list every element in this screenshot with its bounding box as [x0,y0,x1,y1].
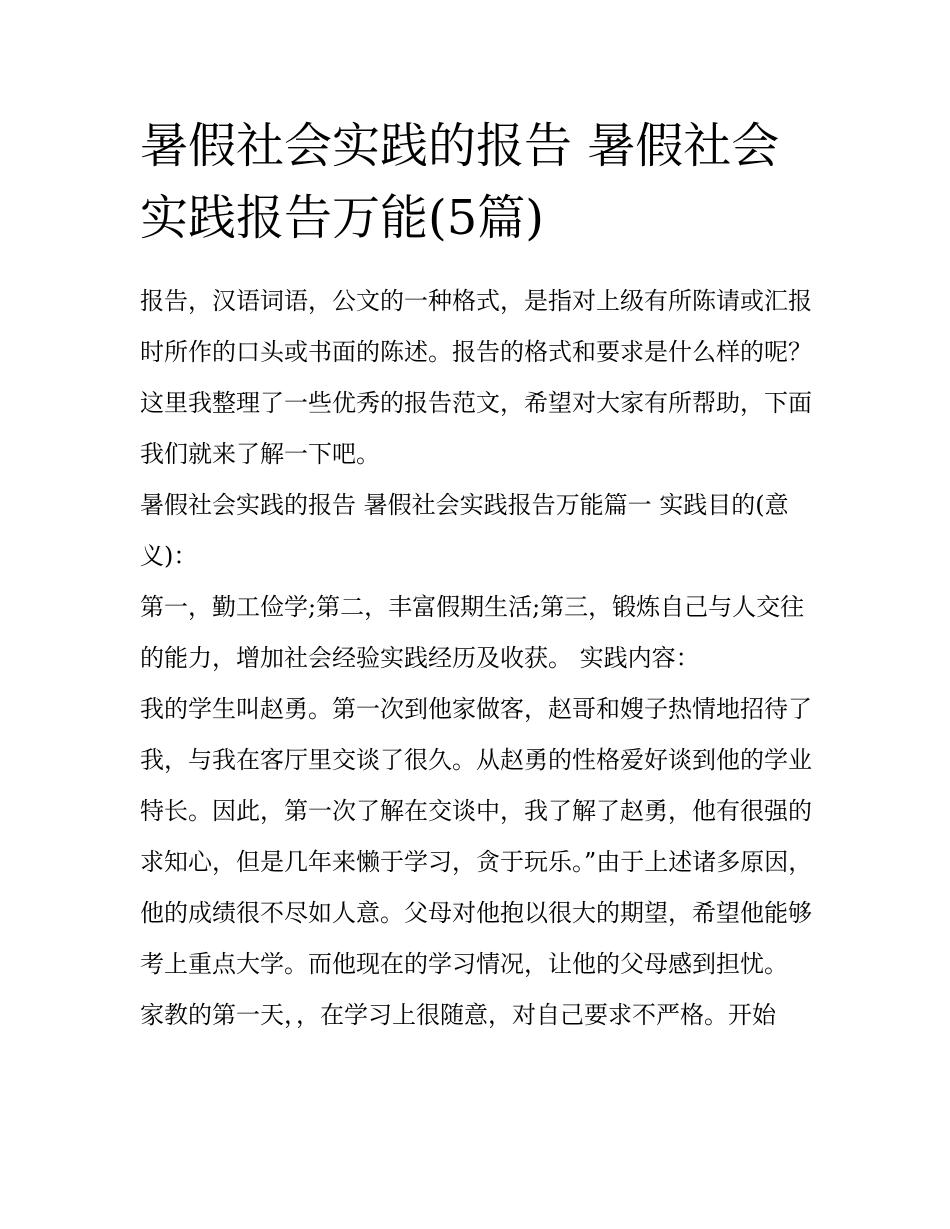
paragraph-intro: 报告，汉语词语，公文的一种格式，是指对上级有所陈请或汇报时所作的口头或书面的陈述。报告的格式和要求是什么样的呢？这里我整理了一些优秀的报告范文，希望对大家有所帮助，下面我们就来了解一下吧。 [140,287,812,468]
paragraph-first-day: 家教的第一天，，在学习上很随意，对自己要求不严格。开始 [140,1001,776,1029]
document-title: 暑假社会实践的报告 暑假社会实践报告万能(5篇) [140,118,780,246]
paragraph-section-heading: 暑假社会实践的报告 暑假社会实践报告万能篇一 实践目的(意义)： [140,491,789,570]
paragraph-student: 我的学生叫赵勇。第一次到他家做客，赵哥和嫂子热情地招待了我，与我在客厅里交谈了很久。从赵勇的性格爱好谈到他的学业特长。因此，第一次了解在交谈中，我了解了赵勇，他有很强的求知心，但是几年来懒于学习，贪于玩乐。”由于上述诸多原因，他的成绩很不尽如人意。父母对他抱以很大的期望，希望他能够考上重点大学。而他现在的学习情况，让他的父母感到担忧。 [140,695,813,978]
paragraph-goals: 第一，勤工俭学;第二，丰富假期生活;第三，锻炼自己与人交往的能力，增加社会经验实践经历及收获。 实践内容： [140,593,805,672]
document-body [140,276,815,1041]
